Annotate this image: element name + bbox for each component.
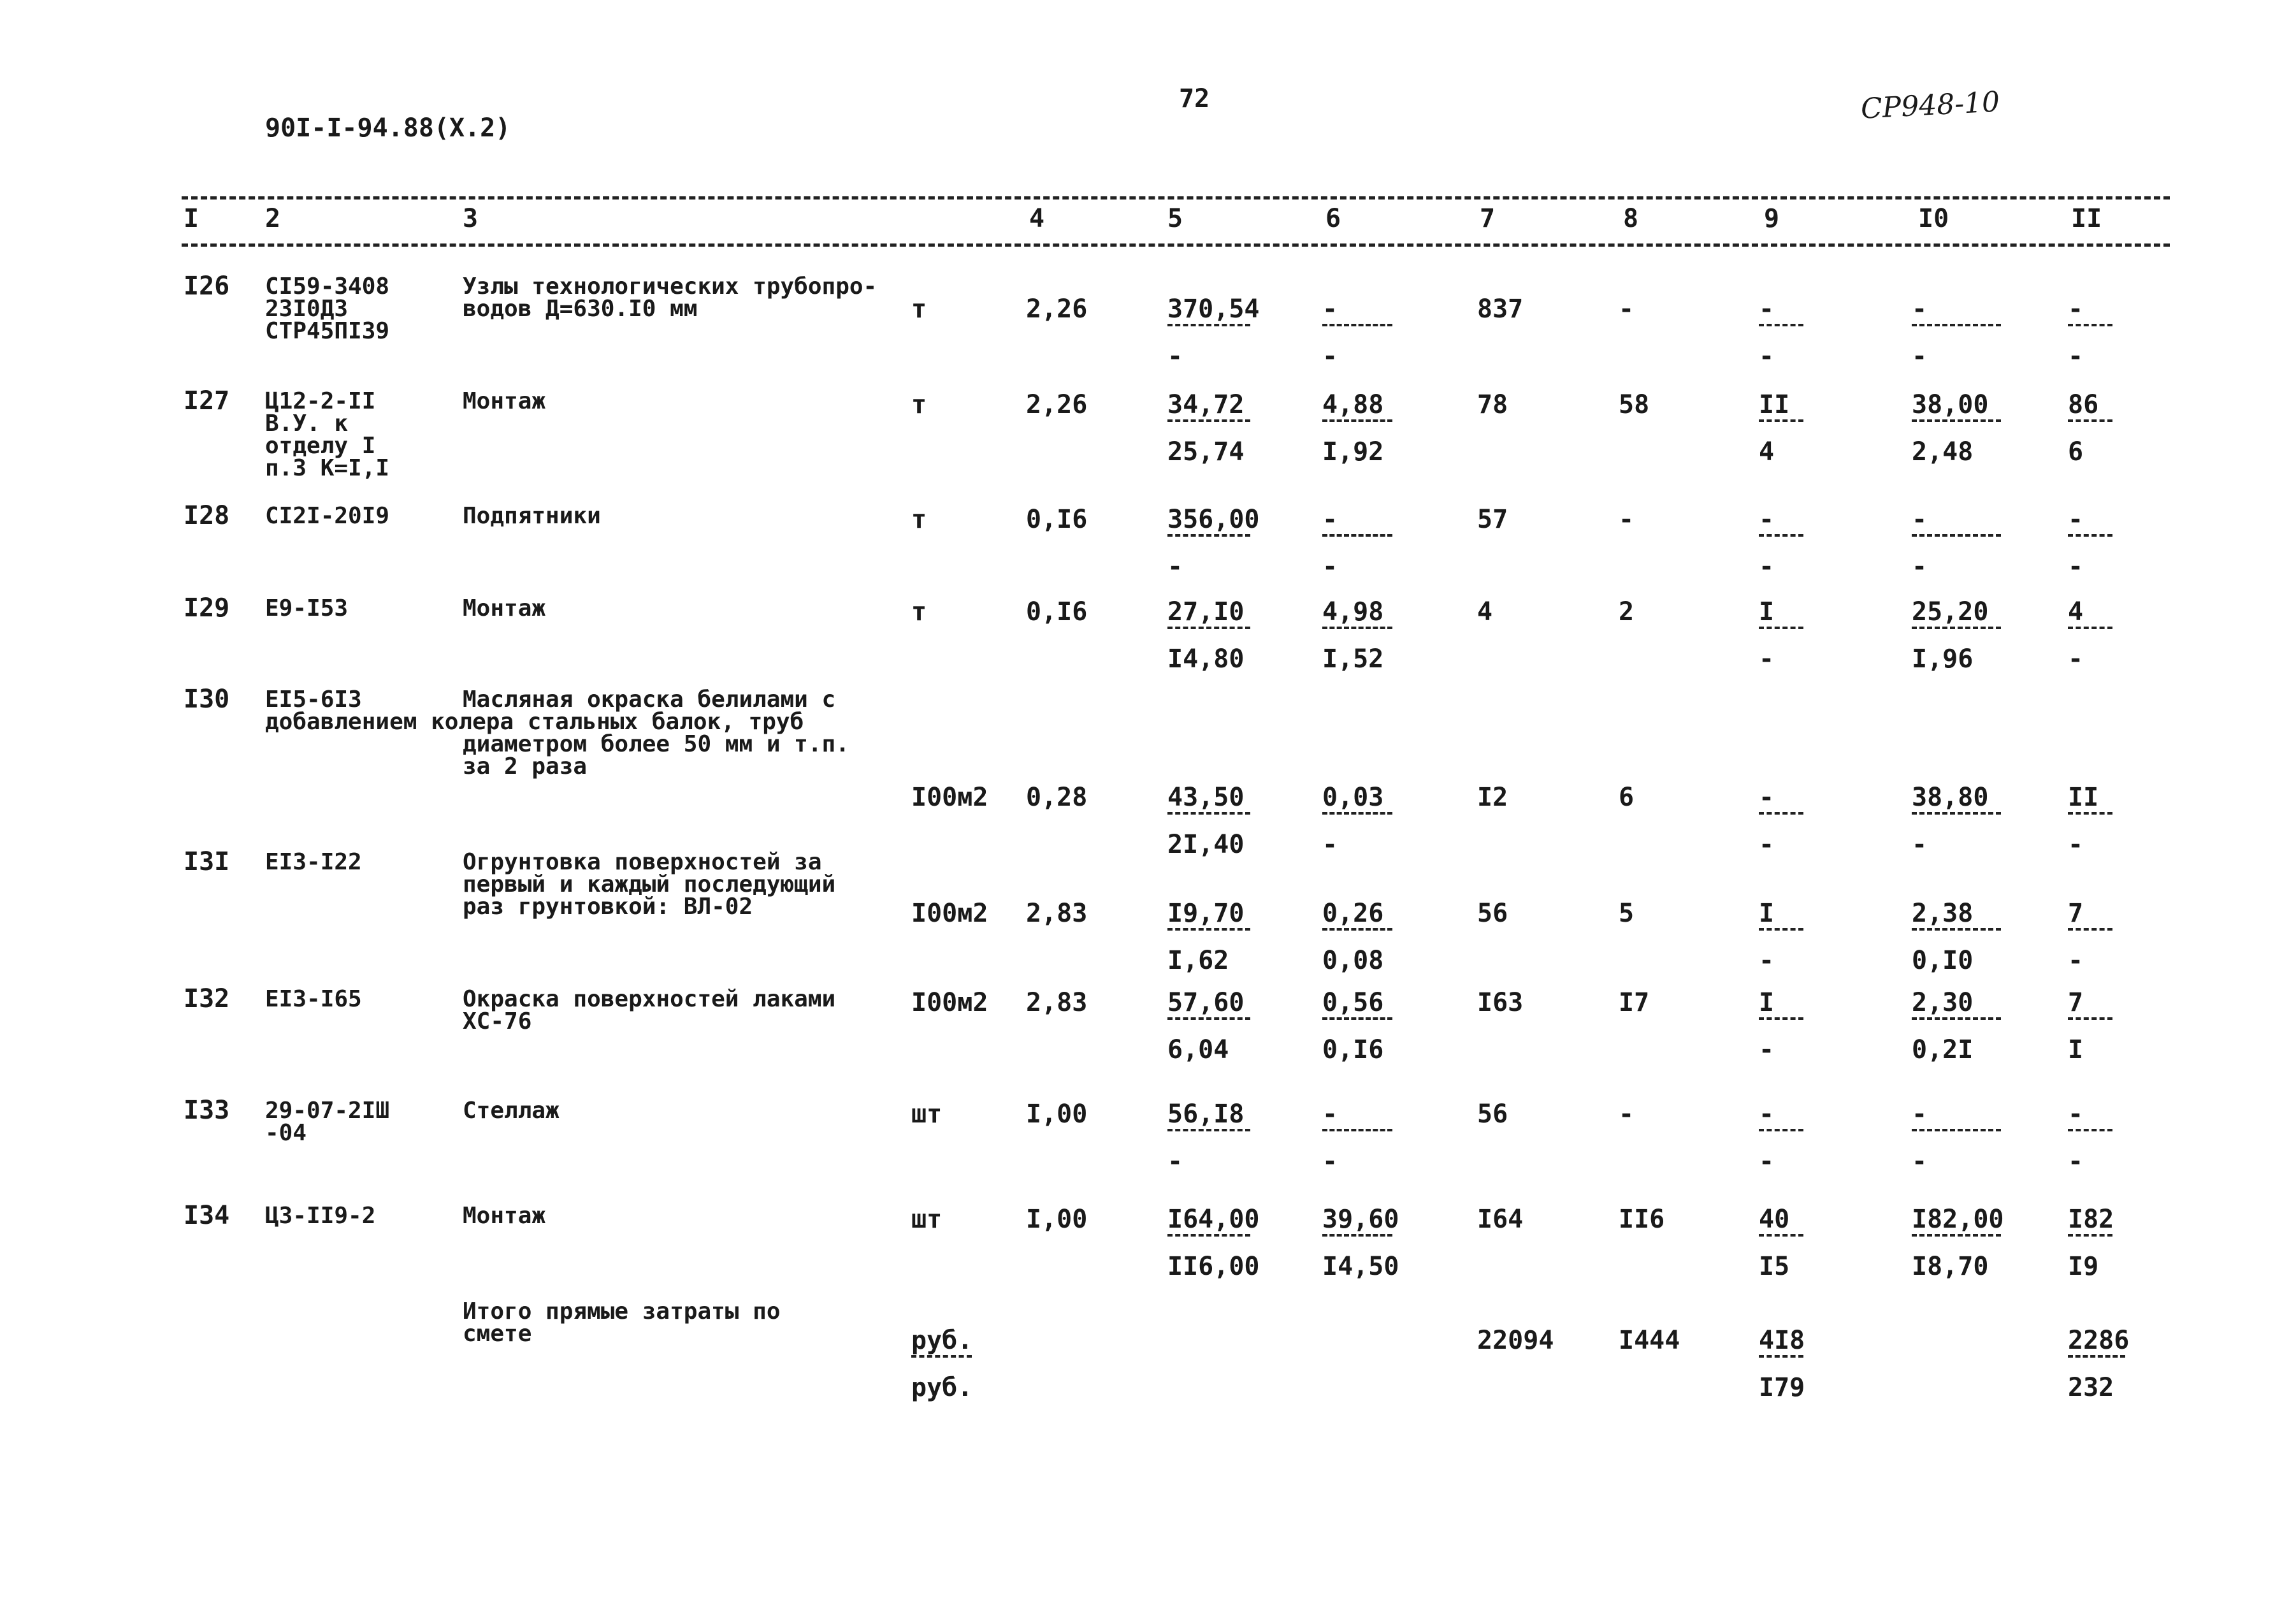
total-unit-numerator: руб. <box>911 1326 973 1355</box>
col9-value <box>1759 988 1774 1064</box>
col10-value-bar <box>1912 1129 2001 1131</box>
col5-value-numerator: 34,72 <box>1167 390 1245 419</box>
col6-value-bar <box>1322 928 1392 931</box>
col5-value <box>1167 988 1244 1064</box>
row-number: I27 <box>184 386 230 416</box>
column-header-11: II <box>2071 204 2102 233</box>
col7-value: 4 <box>1477 597 1493 627</box>
col6-value-bar <box>1322 812 1392 815</box>
col5-value-bar <box>1167 1234 1250 1237</box>
col10-value <box>1912 783 1988 859</box>
col10-value-numerator: - <box>1912 294 1928 324</box>
item-code: CI59-3408 23I0Д3 СТР45ПI39 <box>265 273 390 344</box>
col10-value-bar <box>1912 324 2001 326</box>
col9-value-numerator: II <box>1759 390 1790 419</box>
item-name: Монтаж <box>463 1203 546 1229</box>
col6-value-bar <box>1322 1234 1392 1237</box>
col9-value-denominator: - <box>1759 1035 1775 1064</box>
col6-value-denominator: 0,08 <box>1322 946 1384 975</box>
col5-value-denominator: - <box>1167 342 1183 371</box>
col9-value-bar <box>1759 534 1803 537</box>
col11-value-bar <box>2068 419 2112 422</box>
quantity: 0,I6 <box>1026 505 1088 534</box>
col9-value <box>1759 294 1774 371</box>
col6-value <box>1322 1205 1399 1281</box>
col10-value-numerator: - <box>1912 505 1928 534</box>
col6-value-numerator: 4,88 <box>1322 390 1384 419</box>
total-label: Итого прямые затраты по смете <box>463 1298 781 1347</box>
col9-value-bar <box>1759 1017 1803 1020</box>
col9-value-numerator: 40 <box>1759 1205 1790 1234</box>
col11-value-numerator: II <box>2068 783 2099 812</box>
col5-value <box>1167 783 1244 859</box>
total-unit-denominator: руб. <box>911 1373 973 1402</box>
col10-value-numerator: 25,20 <box>1912 597 1989 627</box>
col11-value <box>2068 390 2098 467</box>
col7-value: I64 <box>1477 1205 1524 1234</box>
col9-value-bar <box>1759 1129 1803 1131</box>
quantity: 2,26 <box>1026 390 1088 419</box>
col5-value-bar <box>1167 1129 1250 1131</box>
col6-value-numerator: - <box>1322 505 1338 534</box>
total-col11-denominator: 232 <box>2068 1373 2114 1402</box>
col8-value: I7 <box>1619 988 1650 1017</box>
col9-value <box>1759 783 1774 859</box>
col5-value-denominator: I,62 <box>1167 946 1229 975</box>
col6-value <box>1322 597 1383 674</box>
row-number: I34 <box>184 1201 230 1230</box>
col5-value <box>1167 899 1244 975</box>
col11-value-numerator: 86 <box>2068 390 2099 419</box>
document-code: 90I-I-94.88(X.2) <box>265 113 511 143</box>
col10-value-denominator: 0,I0 <box>1912 946 1974 975</box>
col5-value-numerator: I64,00 <box>1167 1205 1260 1234</box>
column-header-8: 8 <box>1623 204 1639 233</box>
item-code: Ц12-2-II В.У. к отделу I п.3 К=I,I <box>265 388 390 481</box>
col11-value <box>2068 899 2083 975</box>
col9-value-numerator: - <box>1759 294 1775 324</box>
col11-value-bar <box>2068 1234 2112 1237</box>
col6-value-numerator: 0,56 <box>1322 988 1384 1017</box>
col6-value-numerator: 0,26 <box>1322 899 1384 928</box>
col5-value-bar <box>1167 627 1250 629</box>
col6-value <box>1322 899 1383 975</box>
col6-value-denominator: I4,50 <box>1322 1252 1399 1281</box>
col6-value-numerator: 39,60 <box>1322 1205 1399 1234</box>
col10-value-numerator: 38,00 <box>1912 390 1989 419</box>
col8-value: 6 <box>1619 783 1635 812</box>
item-code: 29-07-2IШ -04 <box>265 1098 390 1146</box>
col11-value-bar <box>2068 1129 2112 1131</box>
col9-value <box>1759 1205 1789 1281</box>
col7-value: I2 <box>1477 783 1508 812</box>
col11-value-denominator: 6 <box>2068 437 2084 467</box>
col5-value-bar <box>1167 928 1250 931</box>
col9-value <box>1759 899 1774 975</box>
col6-value-denominator: - <box>1322 830 1338 859</box>
col10-value <box>1912 597 1988 674</box>
col6-value <box>1322 294 1338 371</box>
row-number: I26 <box>184 272 230 301</box>
col9-value-bar <box>1759 812 1803 815</box>
item-code: EI5-6I3 <box>265 686 362 713</box>
col5-value <box>1167 390 1244 467</box>
col11-value-bar <box>2068 928 2112 931</box>
item-name-continued: добавлением колера стальных балок, труб <box>265 709 804 735</box>
unit: I00м2 <box>911 899 988 928</box>
col10-value <box>1912 988 1973 1064</box>
col11-value-denominator: - <box>2068 946 2084 975</box>
col5-value-denominator: I4,80 <box>1167 644 1245 674</box>
col10-value-bar <box>1912 928 2001 931</box>
col5-value-bar <box>1167 534 1250 537</box>
col11-value-denominator: - <box>2068 830 2084 859</box>
col11-value-numerator: I82 <box>2068 1205 2114 1234</box>
quantity: 0,I6 <box>1026 597 1088 627</box>
total-col8: I444 <box>1619 1326 1680 1355</box>
col10-value-denominator: - <box>1912 1147 1928 1176</box>
quantity: 2,83 <box>1026 899 1088 928</box>
row-number: I29 <box>184 593 230 623</box>
item-code: EI3-I22 <box>265 849 362 875</box>
col6-value <box>1322 783 1383 859</box>
col10-value <box>1912 294 1927 371</box>
col9-value-denominator: - <box>1759 830 1775 859</box>
total-col11 <box>2068 1326 2129 1402</box>
total-col9-denominator: I79 <box>1759 1373 1805 1402</box>
col6-value <box>1322 988 1383 1064</box>
col11-value <box>2068 597 2083 674</box>
col5-value-numerator: 370,54 <box>1167 294 1260 324</box>
row-number: I33 <box>184 1096 230 1125</box>
col9-value-denominator: - <box>1759 1147 1775 1176</box>
column-header-9: 9 <box>1764 204 1780 233</box>
col11-value <box>2068 1100 2083 1176</box>
col9-value-denominator: - <box>1759 552 1775 581</box>
quantity: 2,83 <box>1026 988 1088 1017</box>
col8-value: - <box>1619 294 1635 324</box>
col11-value-denominator: - <box>2068 342 2084 371</box>
col11-value-bar <box>2068 1017 2112 1020</box>
col6-value-denominator: 0,I6 <box>1322 1035 1384 1064</box>
quantity: I,00 <box>1026 1205 1088 1234</box>
col8-value: - <box>1619 505 1635 534</box>
col5-value-numerator: 27,I0 <box>1167 597 1245 627</box>
col9-value <box>1759 505 1774 581</box>
unit: т <box>911 390 927 419</box>
col11-value-denominator: - <box>2068 552 2084 581</box>
col5-value-denominator: 25,74 <box>1167 437 1245 467</box>
col11-value-bar <box>2068 534 2112 537</box>
col5-value-numerator: 43,50 <box>1167 783 1245 812</box>
col11-value-numerator: 7 <box>2068 988 2084 1017</box>
col6-value-numerator: 0,03 <box>1322 783 1384 812</box>
col9-value-denominator: 4 <box>1759 437 1775 467</box>
col10-value <box>1912 390 1988 467</box>
col10-value-bar <box>1912 627 2001 629</box>
row-number: I28 <box>184 501 230 530</box>
item-name: Монтаж <box>463 595 546 621</box>
col11-value-denominator: - <box>2068 1147 2084 1176</box>
col6-value-bar <box>1322 1017 1392 1020</box>
col9-value-denominator: - <box>1759 946 1775 975</box>
col10-value-numerator: - <box>1912 1100 1928 1129</box>
col5-value-numerator: I9,70 <box>1167 899 1245 928</box>
item-name: Огрунтовка поверхностей за первый и каждый последующий раз грунтовкой: ВЛ-02 <box>463 849 836 920</box>
col7-value: 57 <box>1477 505 1508 534</box>
col6-value-bar <box>1322 627 1392 629</box>
item-name: Узлы технологических трубопро- водов Д=630.I0 мм <box>463 273 877 322</box>
col9-value-numerator: - <box>1759 505 1775 534</box>
col5-value-numerator: 57,60 <box>1167 988 1245 1017</box>
col11-value <box>2068 783 2098 859</box>
col10-value-denominator: - <box>1912 552 1928 581</box>
col10-value-numerator: I82,00 <box>1912 1205 2004 1234</box>
col6-value-denominator: - <box>1322 342 1338 371</box>
col11-value <box>2068 988 2083 1064</box>
col9-value-denominator: I5 <box>1759 1252 1790 1281</box>
unit: т <box>911 294 927 324</box>
col11-value-numerator: 7 <box>2068 899 2084 928</box>
col6-value-denominator: I,92 <box>1322 437 1384 467</box>
col5-value <box>1167 1205 1260 1281</box>
item-code: CI2I-20I9 <box>265 503 390 529</box>
col9-value-bar <box>1759 928 1803 931</box>
col5-value-denominator: - <box>1167 1147 1183 1176</box>
col6-value-bar <box>1322 419 1392 422</box>
col9-value <box>1759 597 1774 674</box>
header-bottom-rule <box>182 243 2170 247</box>
col6-value <box>1322 1100 1338 1176</box>
col9-value-numerator: - <box>1759 783 1775 812</box>
col9-value-numerator: - <box>1759 1100 1775 1129</box>
item-name: Стеллаж <box>463 1098 560 1124</box>
total-unit-bar <box>911 1355 972 1358</box>
col10-value-bar <box>1912 419 2001 422</box>
page-number: 72 <box>1179 84 1210 113</box>
total-col11-bar <box>2068 1355 2125 1358</box>
col9-value <box>1759 1100 1774 1176</box>
col10-value-denominator: I,96 <box>1912 644 1974 674</box>
col11-value-numerator: - <box>2068 1100 2084 1129</box>
col10-value-denominator: - <box>1912 342 1928 371</box>
column-header-2: 2 <box>265 204 281 233</box>
unit: шт <box>911 1100 942 1129</box>
col10-value-numerator: 38,80 <box>1912 783 1989 812</box>
column-header-7: 7 <box>1480 204 1496 233</box>
col5-value-denominator: 6,04 <box>1167 1035 1229 1064</box>
quantity: 2,26 <box>1026 294 1088 324</box>
col6-value-bar <box>1322 1129 1392 1131</box>
item-name: Подпятники <box>463 503 601 529</box>
item-code: E9-I53 <box>265 595 349 621</box>
col11-value-bar <box>2068 627 2112 629</box>
col11-value-numerator: - <box>2068 294 2084 324</box>
column-header-10: I0 <box>1918 204 1949 233</box>
col10-value-bar <box>1912 534 2001 537</box>
row-number: I32 <box>184 984 230 1013</box>
col8-value: II6 <box>1619 1205 1665 1234</box>
column-header-1: I <box>184 204 199 233</box>
col7-value: 78 <box>1477 390 1508 419</box>
col11-value <box>2068 294 2083 371</box>
col10-value-denominator: - <box>1912 830 1928 859</box>
unit: I00м2 <box>911 783 988 812</box>
col6-value <box>1322 390 1383 467</box>
col5-value-numerator: 356,00 <box>1167 505 1260 534</box>
col9-value <box>1759 390 1789 467</box>
col6-value-bar <box>1322 324 1392 326</box>
col9-value-denominator: - <box>1759 342 1775 371</box>
unit: т <box>911 597 927 627</box>
col7-value: I63 <box>1477 988 1524 1017</box>
quantity: I,00 <box>1026 1100 1088 1129</box>
col9-value-numerator: I <box>1759 988 1775 1017</box>
col11-value <box>2068 505 2083 581</box>
col6-value-numerator: 4,98 <box>1322 597 1384 627</box>
col10-value-denominator: I8,70 <box>1912 1252 1989 1281</box>
total-col11-numerator: 2286 <box>2068 1326 2130 1355</box>
col11-value-numerator: - <box>2068 505 2084 534</box>
col5-value-numerator: 56,I8 <box>1167 1100 1245 1129</box>
col7-value: 837 <box>1477 294 1524 324</box>
col10-value-denominator: 2,48 <box>1912 437 1974 467</box>
col11-value-bar <box>2068 812 2112 815</box>
col8-value: 58 <box>1619 390 1650 419</box>
col6-value-numerator: - <box>1322 294 1338 324</box>
col9-value-denominator: - <box>1759 644 1775 674</box>
col5-value-bar <box>1167 812 1250 815</box>
col5-value <box>1167 505 1260 581</box>
col10-value-denominator: 0,2I <box>1912 1035 1974 1064</box>
col10-value-bar <box>1912 1017 2001 1020</box>
col7-value: 56 <box>1477 899 1508 928</box>
col6-value-denominator: I,52 <box>1322 644 1384 674</box>
total-col9-bar <box>1759 1355 1803 1358</box>
col11-value-denominator: I <box>2068 1035 2084 1064</box>
col5-value-bar <box>1167 1017 1250 1020</box>
item-code: Ц3-II9-2 <box>265 1203 376 1229</box>
col5-value-bar <box>1167 324 1250 326</box>
handwritten-code: СР948-10 <box>1859 85 2001 126</box>
quantity: 0,28 <box>1026 783 1088 812</box>
col10-value-bar <box>1912 812 2001 815</box>
col11-value-denominator: - <box>2068 644 2084 674</box>
header-top-rule <box>182 196 2170 200</box>
column-header-3: 3 <box>463 204 479 233</box>
col11-value-denominator: I9 <box>2068 1252 2099 1281</box>
col6-value-denominator: - <box>1322 1147 1338 1176</box>
col6-value-numerator: - <box>1322 1100 1338 1129</box>
col8-value: 2 <box>1619 597 1635 627</box>
col10-value <box>1912 1205 2004 1281</box>
col5-value <box>1167 597 1244 674</box>
col5-value-denominator: - <box>1167 552 1183 581</box>
col9-value-numerator: I <box>1759 597 1775 627</box>
item-name-continued-2: диаметром более 50 мм и т.п. за 2 раза <box>463 731 849 780</box>
col6-value <box>1322 505 1338 581</box>
col10-value-numerator: 2,30 <box>1912 988 1974 1017</box>
col10-value-numerator: 2,38 <box>1912 899 1974 928</box>
col8-value: 5 <box>1619 899 1635 928</box>
col9-value-numerator: I <box>1759 899 1775 928</box>
col6-value-bar <box>1322 534 1392 537</box>
row-number: I30 <box>184 685 230 714</box>
item-name: Окраска поверхностей лаками ХС-76 <box>463 986 836 1035</box>
col9-value-bar <box>1759 419 1803 422</box>
column-header-4: 4 <box>1029 204 1045 233</box>
col11-value-numerator: 4 <box>2068 597 2084 627</box>
col10-value <box>1912 899 1973 975</box>
col7-value: 56 <box>1477 1100 1508 1129</box>
col10-value <box>1912 1100 1927 1176</box>
col6-value-denominator: - <box>1322 552 1338 581</box>
total-unit <box>911 1326 972 1402</box>
col9-value-bar <box>1759 627 1803 629</box>
column-header-6: 6 <box>1325 204 1341 233</box>
unit: I00м2 <box>911 988 988 1017</box>
item-name: Масляная окраска белилами с <box>463 686 836 713</box>
col8-value: - <box>1619 1100 1635 1129</box>
col5-value <box>1167 1100 1244 1176</box>
col5-value-denominator: 2I,40 <box>1167 830 1245 859</box>
col10-value <box>1912 505 1927 581</box>
col9-value-bar <box>1759 1234 1803 1237</box>
col11-value <box>2068 1205 2114 1281</box>
col5-value <box>1167 294 1260 371</box>
unit: шт <box>911 1205 942 1234</box>
item-name: Монтаж <box>463 388 546 414</box>
col5-value-bar <box>1167 419 1250 422</box>
col9-value-bar <box>1759 324 1803 326</box>
row-number: I3I <box>184 847 230 876</box>
total-col7: 22094 <box>1477 1326 1554 1355</box>
col10-value-bar <box>1912 1234 2001 1237</box>
item-code: EI3-I65 <box>265 986 362 1012</box>
unit: т <box>911 505 927 534</box>
total-col9 <box>1759 1326 1805 1402</box>
total-col9-numerator: 4I8 <box>1759 1326 1805 1355</box>
col5-value-denominator: II6,00 <box>1167 1252 1260 1281</box>
column-header-5: 5 <box>1167 204 1183 233</box>
col11-value-bar <box>2068 324 2112 326</box>
